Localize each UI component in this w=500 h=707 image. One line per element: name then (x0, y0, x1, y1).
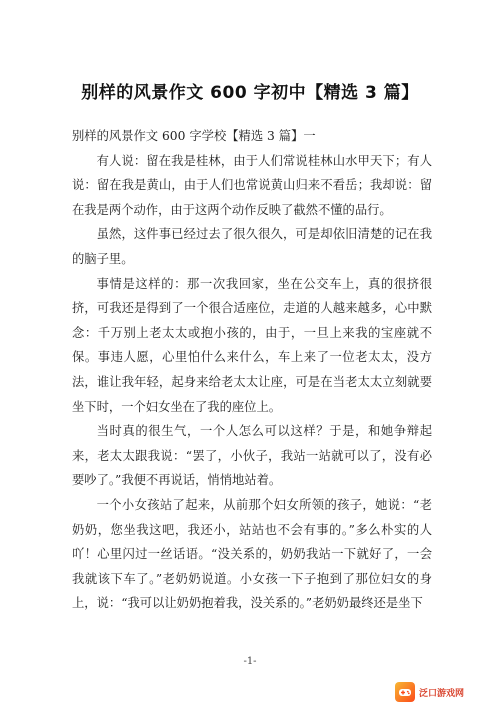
game-controller-icon (395, 682, 415, 702)
paragraph: 当时真的很生气，一个人怎么可以这样？于是，和她争辩起来，老太太跟我说：“罢了，小伙子，我站一站就可以了，没有必要吵了。”我便不再说话，悄悄地站着。 (72, 424, 432, 488)
paragraph: 事情是这样的：那一次我回家，坐在公交车上，真的很挤很挤，可我还是得到了一个很合适座位，走道的人越来越多，心中默念：千万别上老太太或抱小孩的，由于，一旦上来我的宝座就不保。事违人愿，心里怕什么来什么，车上来了一位老太太，没方法，谁让我年轻，起身来给老太太让座，可是在当老太太立刻就要坐下时，一个妇女坐在了我的座位上。 (72, 276, 432, 414)
document-subtitle: 别样的风景作文 600 字学校【精选 3 篇】一 (72, 129, 316, 143)
paragraph: 一个小女孩站了起来，从前那个妇女所领的孩子，她说：“老奶奶，您坐我这吧，我还小，站站也不会有事的。”多么朴实的人吖！心里闪过一丝话语。“没关系的，奶奶我站一下就好了，一会我就该下车了。”老奶奶说道。小女孩一下子抱到了那位妇女的身上，说：“我可以让奶奶抱着我，没关系的。”老奶奶最终还是坐下 (72, 497, 432, 611)
paragraph: 有人说：留在我是桂林，由于人们常说桂林山水甲天下；有人说：留在我是黄山，由于人们也常说黄山归来不看岳；我却说：留在我是两个动作，由于这两个动作反映了截然不懂的品行。 (72, 153, 432, 217)
page-number: -1- (243, 656, 257, 667)
document-body (72, 124, 432, 616)
site-watermark (395, 680, 495, 704)
document-title: 别样的风景作文 600 字初中【精选 3 篇】 (81, 83, 419, 103)
watermark-text: 泛口游戏网 (419, 688, 465, 699)
paragraph: 虽然，这件事已经过去了很久很久，可是却依旧清楚的记在我的脑子里。 (72, 227, 432, 266)
